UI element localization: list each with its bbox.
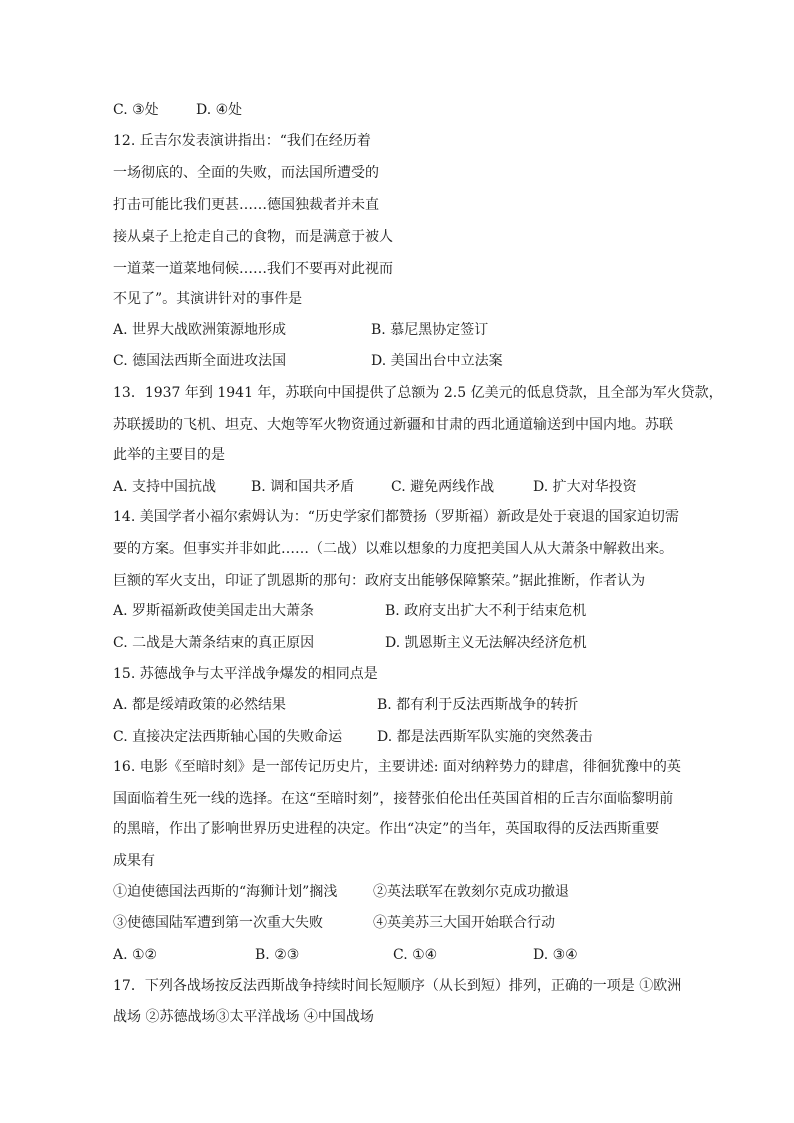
q12-option-a: A. 世界大战欧洲策源地形成 — [113, 322, 287, 338]
q17-line-2: 战场 ②苏德战场③太平洋战场 ④中国战场 — [113, 1009, 374, 1025]
q12-line-4: 接从桌子上抢走自己的食物，而是满意于被人 — [113, 229, 393, 245]
q12-option-b: B. 慕尼黑协定签订 — [371, 322, 489, 338]
q14-option-d: D. 凯恩斯主义无法解决经济危机 — [385, 635, 587, 651]
q16-line-4: 成果有 — [113, 853, 155, 869]
q12-line-5: 一道菜一道菜地伺候……我们不要再对此视而 — [113, 261, 393, 277]
q13-option-c: C. 避免两线作战 — [391, 479, 495, 495]
q15-option-a: A. 都是绥靖政策的必然结果 — [113, 697, 287, 713]
q14-line-3: 巨额的军火支出，印证了凯恩斯的那句：政府支出能够保障繁荣。”据此推断，作者认为 — [113, 573, 646, 589]
q12-line-2: 一场彻底的、全面的失败，而法国所遭受的 — [113, 165, 379, 181]
q16-line-1: 16. 电影《至暗时刻》是一部传记历史片，主要讲述: 面对纳粹势力的肆虐，徘徊犹豫中的英 — [113, 759, 681, 775]
q14-line-1: 14. 美国学者小福尔索姆认为：“历史学家们都赞扬（罗斯福）新政是处于衰退的国家迫切需 — [113, 509, 679, 525]
q16-option-a: A. ①② — [113, 947, 158, 963]
q12-line-3: 打击可能比我们更甚……德国独裁者并未直 — [113, 197, 379, 213]
q12-option-c: C. 德国法西斯全面进攻法国 — [113, 353, 287, 369]
q13-line-2: 苏联援助的飞机、坦克、大炮等军火物资通过新疆和甘肃的西北通道输送到中国内地。苏联 — [113, 417, 673, 433]
q16-item-2: ②英法联军在敦刻尔克成功撤退 — [373, 884, 569, 900]
q13-line-1: 13．1937 年到 1941 年，苏联向中国提供了总额为 2.5 亿美元的低息贷款，且全部为军火贷款， — [113, 385, 723, 401]
q14-option-a: A. 罗斯福新政使美国走出大萧条 — [113, 603, 315, 619]
q16-item-4: ④英美苏三大国开始联合行动 — [373, 915, 555, 931]
q15-line-1: 15. 苏德战争与太平洋战争爆发的相同点是 — [113, 666, 378, 682]
q12-line-6: 不见了”。其演讲针对的事件是 — [113, 291, 303, 307]
q15-option-b: B. 都有利于反法西斯战争的转折 — [377, 697, 579, 713]
q16-item-3: ③使德国陆军遭到第一次重大失败 — [113, 915, 323, 931]
q13-option-d: D. 扩大对华投资 — [533, 479, 637, 495]
q16-line-2: 国面临着生死一线的选择。在这“至暗时刻”，接替张伯伦出任英国首相的丘吉尔面临黎明前 — [113, 791, 674, 807]
q13-line-3: 此举的主要目的是 — [113, 447, 225, 463]
q16-item-1: ①迫使德国法西斯的“海狮计划”搁浅 — [113, 884, 338, 900]
q13-option-b: B. 调和国共矛盾 — [251, 479, 355, 495]
q12-line-1: 12. 丘吉尔发表演讲指出：“我们在经历着 — [113, 133, 371, 149]
q12-option-d: D. 美国出台中立法案 — [371, 353, 503, 369]
q14-option-c: C. 二战是大萧条结束的真正原因 — [113, 635, 315, 651]
q16-option-d: D. ③④ — [533, 947, 578, 963]
q11-option-c: C. ③处 — [113, 102, 159, 118]
q15-option-c: C. 直接决定法西斯轴心国的失败命运 — [113, 729, 343, 745]
q15-option-d: D. 都是法西斯军队实施的突然袭击 — [377, 729, 593, 745]
q16-option-c: C. ①④ — [393, 947, 438, 963]
q14-option-b: B. 政府支出扩大不利于结束危机 — [385, 603, 587, 619]
q17-line-1: 17．下列各战场按反法西斯战争持续时间长短顺序（从长到短）排列，正确的一项是 ①欧洲 — [113, 978, 682, 994]
q14-line-2: 要的方案。但事实并非如此……（二战）以难以想象的力度把美国人从大萧条中解救出来。 — [113, 541, 673, 557]
q13-option-a: A. 支持中国抗战 — [113, 479, 217, 495]
q16-line-3: 的黑暗，作出了影响世界历史进程的决定。作出“决定”的当年，英国取得的反法西斯重要 — [113, 821, 660, 837]
q16-option-b: B. ②③ — [255, 947, 300, 963]
q11-option-d: D. ④处 — [196, 102, 243, 118]
